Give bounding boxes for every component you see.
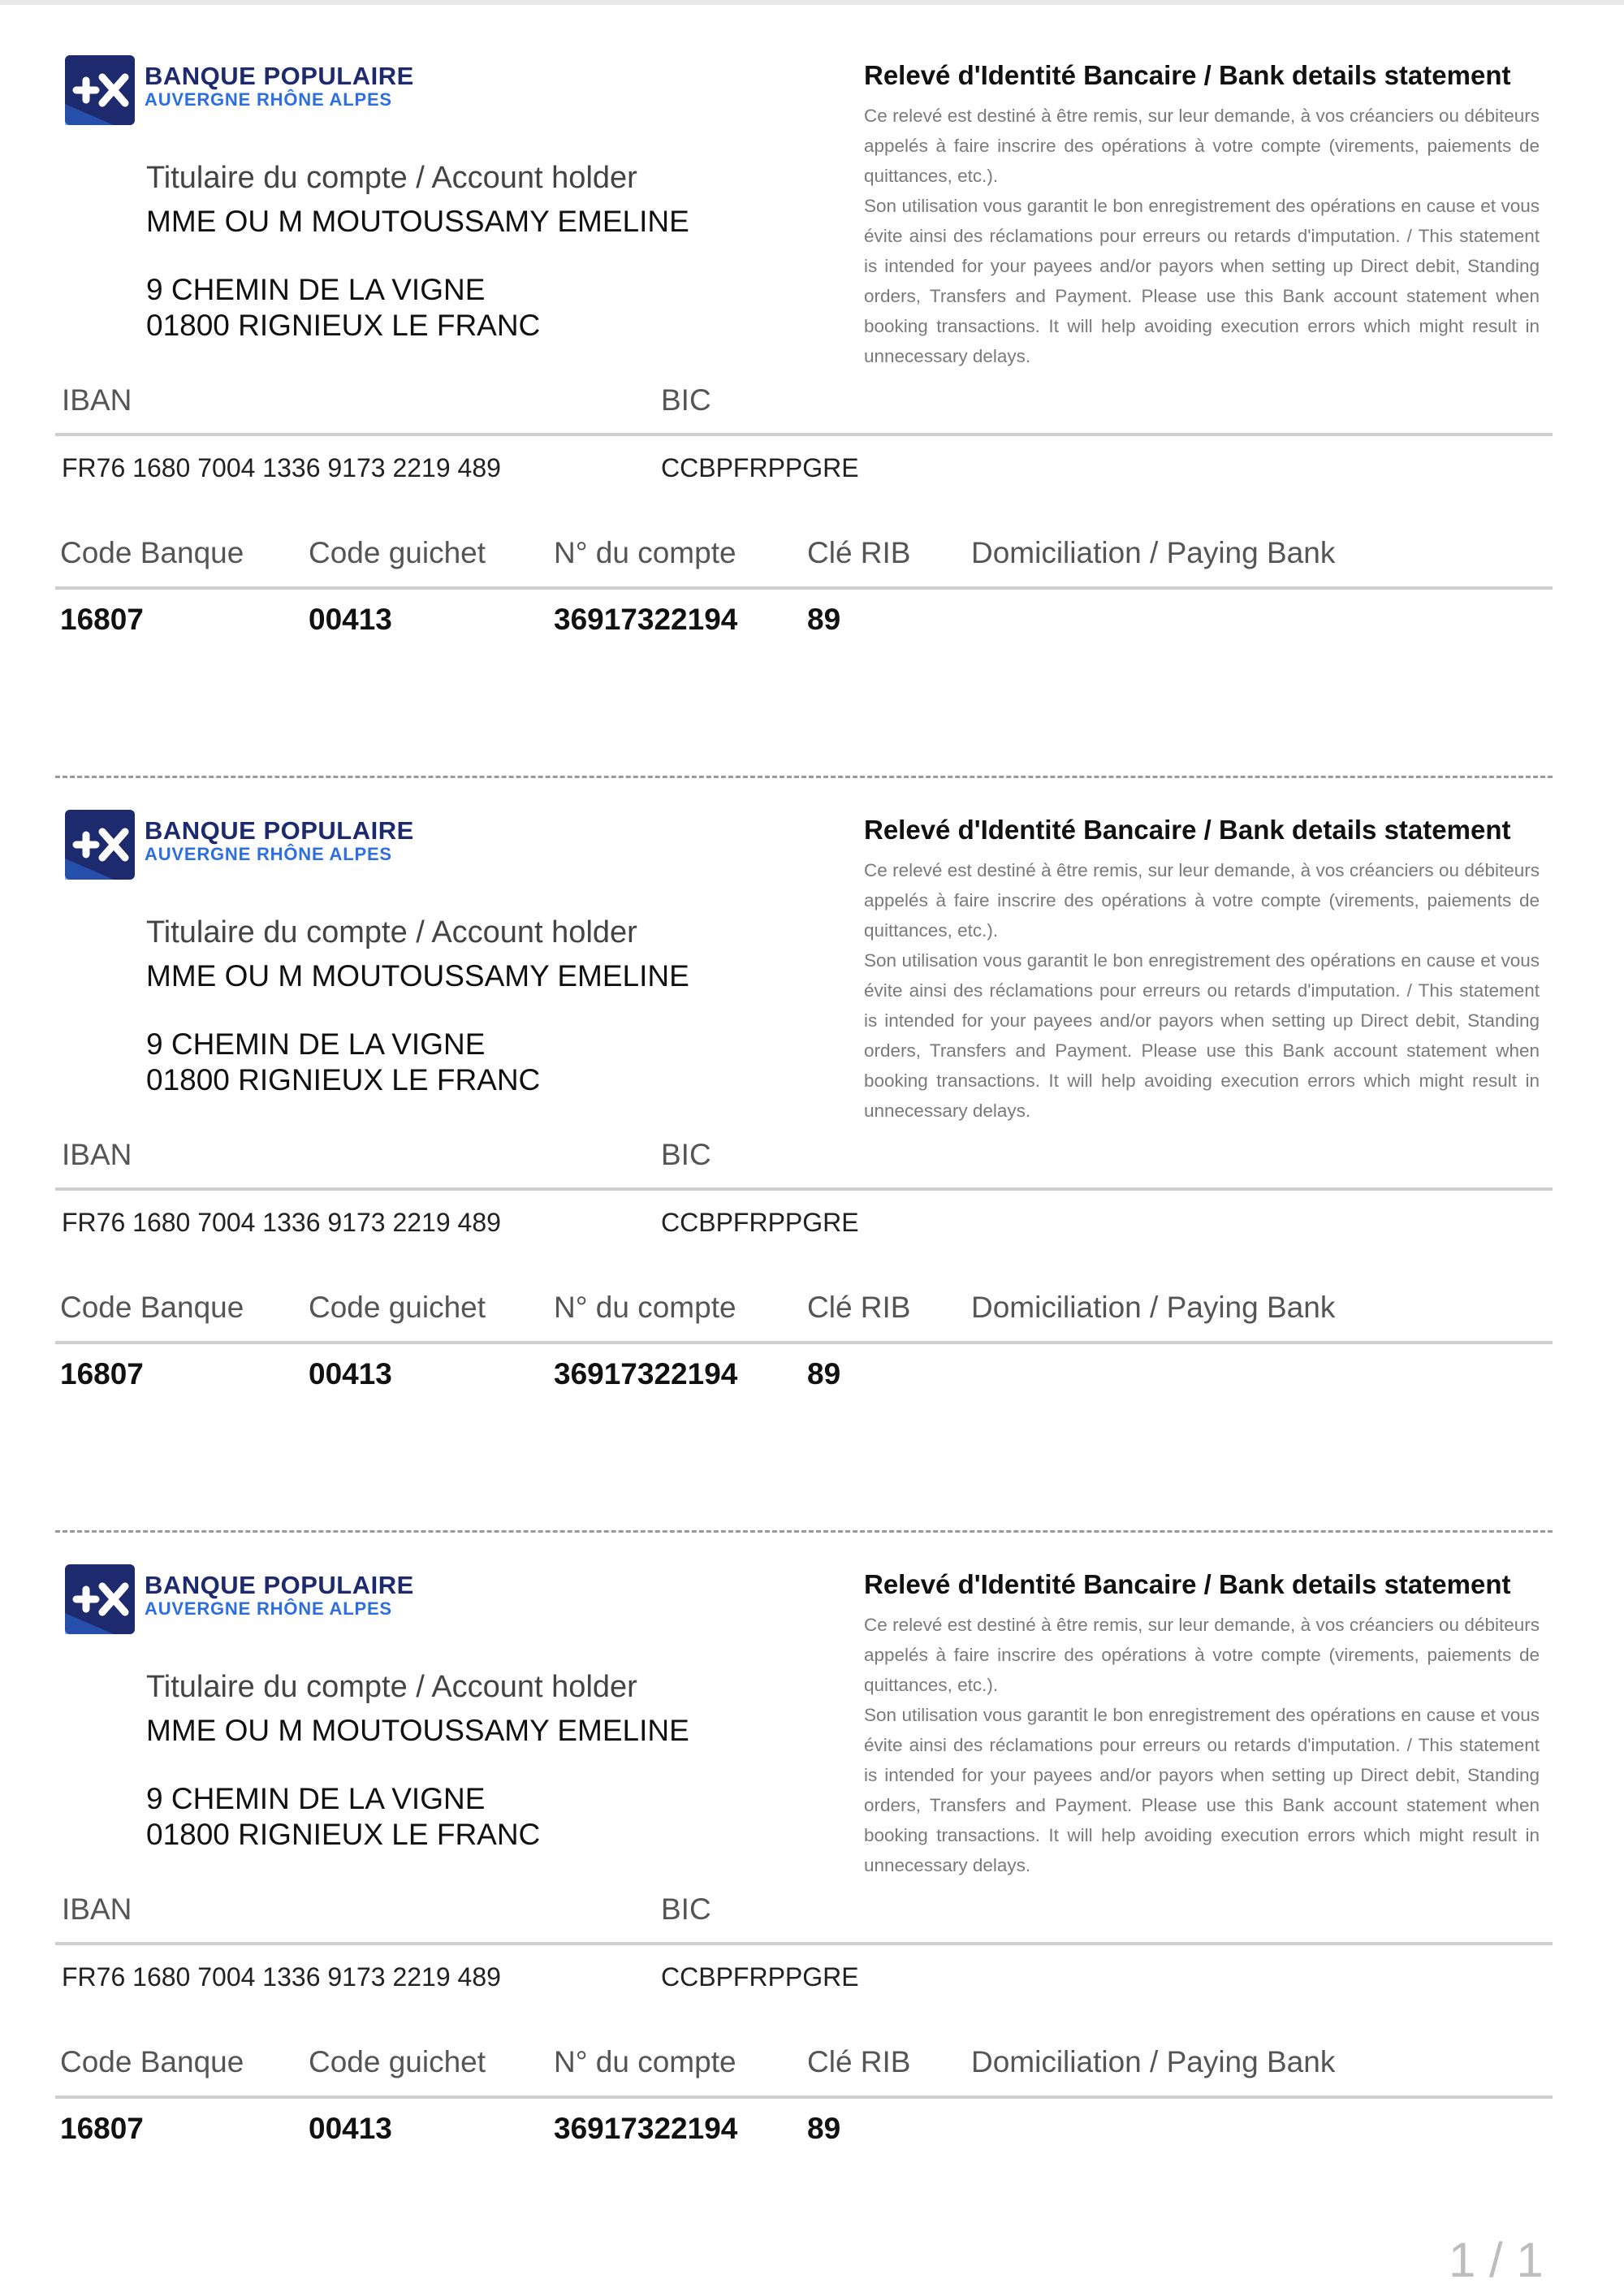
- bank-region: AUVERGNE RHÔNE ALPES: [145, 1598, 392, 1619]
- statement-title: Relevé d'Identité Bancaire / Bank details statement: [864, 60, 1511, 90]
- banque-populaire-logo-icon: [65, 1564, 135, 1634]
- code-guichet-label: Code guichet: [309, 2045, 486, 2078]
- code-guichet-label: Code guichet: [309, 1291, 486, 1324]
- code-banque-value: 16807: [60, 1357, 144, 1391]
- code-guichet-value: 00413: [309, 603, 392, 636]
- bic-label: BIC: [661, 1138, 711, 1171]
- bic-value: CCBPFRPPGRE: [661, 1962, 859, 1992]
- holder-address-line1: 9 CHEMIN DE LA VIGNE: [146, 273, 486, 306]
- rib-copy-3: [0, 1509, 1624, 2224]
- page-number: 1 / 1: [1449, 2233, 1544, 2287]
- statement-paragraph-1: Ce relevé est destiné à être remis, sur leur demande, à vos créanciers ou débiteurs appelés à faire inscrire des opérations à votre compte (virements, paiements de quittances, etc.).: [864, 106, 1540, 186]
- cle-rib-value: 89: [807, 1357, 841, 1391]
- numero-compte-value: 36917322194: [554, 1357, 738, 1391]
- code-guichet-value: 00413: [309, 1357, 392, 1391]
- bic-label: BIC: [661, 383, 711, 417]
- iban-value: FR76 1680 7004 1336 9173 2219 489: [62, 453, 501, 482]
- statement-description: [864, 101, 1540, 371]
- cle-rib-label: Clé RIB: [807, 2045, 911, 2078]
- numero-compte-label: N° du compte: [554, 2045, 736, 2078]
- account-holder-name: MME OU M MOUTOUSSAMY EMELINE: [146, 1714, 689, 1747]
- statement-paragraph-1: Ce relevé est destiné à être remis, sur leur demande, à vos créanciers ou débiteurs appelés à faire inscrire des opérations à votre compte (virements, paiements de quittances, etc.).: [864, 1615, 1540, 1695]
- rib-copy-2: [0, 755, 1624, 1469]
- holder-address-line1: 9 CHEMIN DE LA VIGNE: [146, 1027, 486, 1061]
- code-banque-label: Code Banque: [60, 1291, 244, 1324]
- divider: [55, 1187, 1553, 1191]
- bank-name: BANQUE POPULAIRE: [145, 1571, 414, 1599]
- iban-label: IBAN: [62, 1138, 132, 1171]
- holder-address-line2: 01800 RIGNIEUX LE FRANC: [146, 309, 541, 342]
- iban-value: FR76 1680 7004 1336 9173 2219 489: [62, 1962, 501, 1992]
- iban-label: IBAN: [62, 383, 132, 417]
- divider: [55, 433, 1553, 436]
- domiciliation-label: Domiciliation / Paying Bank: [971, 2045, 1336, 2078]
- iban-value: FR76 1680 7004 1336 9173 2219 489: [62, 1208, 501, 1237]
- code-banque-value: 16807: [60, 603, 144, 636]
- code-guichet-label: Code guichet: [309, 536, 486, 569]
- bank-logo: [65, 810, 414, 883]
- code-banque-label: Code Banque: [60, 536, 244, 569]
- statement-title: Relevé d'Identité Bancaire / Bank details statement: [864, 815, 1511, 845]
- numero-compte-label: N° du compte: [554, 1291, 736, 1324]
- cle-rib-label: Clé RIB: [807, 536, 911, 569]
- statement-paragraph-2: Son utilisation vous garantit le bon enregistrement des opérations en cause et vous évite ainsi des réclamations pour erreurs ou retards d'imputation. / This statement is intended for your payees and/or payors when setting up Direct debit, Standing orders, Transfers and Payment. Please use this Bank account statement when booking transactions. It will help avoiding execution errors which might result in unnecessary delays.: [864, 1705, 1540, 1875]
- rib-copy-1: [0, 0, 1624, 715]
- banque-populaire-logo-icon: [65, 810, 135, 880]
- statement-paragraph-2: Son utilisation vous garantit le bon enregistrement des opérations en cause et vous évite ainsi des réclamations pour erreurs ou retards d'imputation. / This statement is intended for your payees and/or payors when setting up Direct debit, Standing orders, Transfers and Payment. Please use this Bank account statement when booking transactions. It will help avoiding execution errors which might result in unnecessary delays.: [864, 196, 1540, 366]
- domiciliation-label: Domiciliation / Paying Bank: [971, 536, 1336, 569]
- cle-rib-label: Clé RIB: [807, 1291, 911, 1324]
- bank-logo: [65, 1564, 414, 1637]
- bank-region: AUVERGNE RHÔNE ALPES: [145, 89, 392, 110]
- statement-title: Relevé d'Identité Bancaire / Bank details statement: [864, 1569, 1511, 1599]
- divider: [55, 586, 1553, 590]
- divider: [55, 2096, 1553, 2099]
- holder-address-line2: 01800 RIGNIEUX LE FRANC: [146, 1063, 541, 1096]
- banque-populaire-logo-icon: [65, 55, 135, 125]
- numero-compte-label: N° du compte: [554, 536, 736, 569]
- bank-logo: [65, 55, 414, 128]
- domiciliation-label: Domiciliation / Paying Bank: [971, 1291, 1336, 1324]
- divider: [55, 1341, 1553, 1344]
- iban-label: IBAN: [62, 1892, 132, 1926]
- numero-compte-value: 36917322194: [554, 2112, 738, 2145]
- bank-name: BANQUE POPULAIRE: [145, 62, 414, 90]
- account-holder-label: Titulaire du compte / Account holder: [146, 161, 637, 195]
- statement-paragraph-1: Ce relevé est destiné à être remis, sur leur demande, à vos créanciers ou débiteurs appelés à faire inscrire des opérations à votre compte (virements, paiements de quittances, etc.).: [864, 860, 1540, 941]
- statement-description: [864, 1610, 1540, 1880]
- holder-address-line2: 01800 RIGNIEUX LE FRANC: [146, 1818, 541, 1851]
- bank-name: BANQUE POPULAIRE: [145, 816, 414, 845]
- bic-label: BIC: [661, 1892, 711, 1926]
- cle-rib-value: 89: [807, 603, 841, 636]
- divider: [55, 1942, 1553, 1945]
- cle-rib-value: 89: [807, 2112, 841, 2145]
- code-guichet-value: 00413: [309, 2112, 392, 2145]
- bank-region: AUVERGNE RHÔNE ALPES: [145, 844, 392, 864]
- statement-description: [864, 855, 1540, 1126]
- statement-paragraph-2: Son utilisation vous garantit le bon enregistrement des opérations en cause et vous évite ainsi des réclamations pour erreurs ou retards d'imputation. / This statement is intended for your payees and/or payors when setting up Direct debit, Standing orders, Transfers and Payment. Please use this Bank account statement when booking transactions. It will help avoiding execution errors which might result in unnecessary delays.: [864, 950, 1540, 1121]
- account-holder-name: MME OU M MOUTOUSSAMY EMELINE: [146, 205, 689, 238]
- account-holder-label: Titulaire du compte / Account holder: [146, 1670, 637, 1704]
- account-holder-name: MME OU M MOUTOUSSAMY EMELINE: [146, 959, 689, 993]
- account-holder-label: Titulaire du compte / Account holder: [146, 915, 637, 949]
- bic-value: CCBPFRPPGRE: [661, 453, 859, 482]
- holder-address-line1: 9 CHEMIN DE LA VIGNE: [146, 1782, 486, 1815]
- numero-compte-value: 36917322194: [554, 603, 738, 636]
- code-banque-value: 16807: [60, 2112, 144, 2145]
- code-banque-label: Code Banque: [60, 2045, 244, 2078]
- bic-value: CCBPFRPPGRE: [661, 1208, 859, 1237]
